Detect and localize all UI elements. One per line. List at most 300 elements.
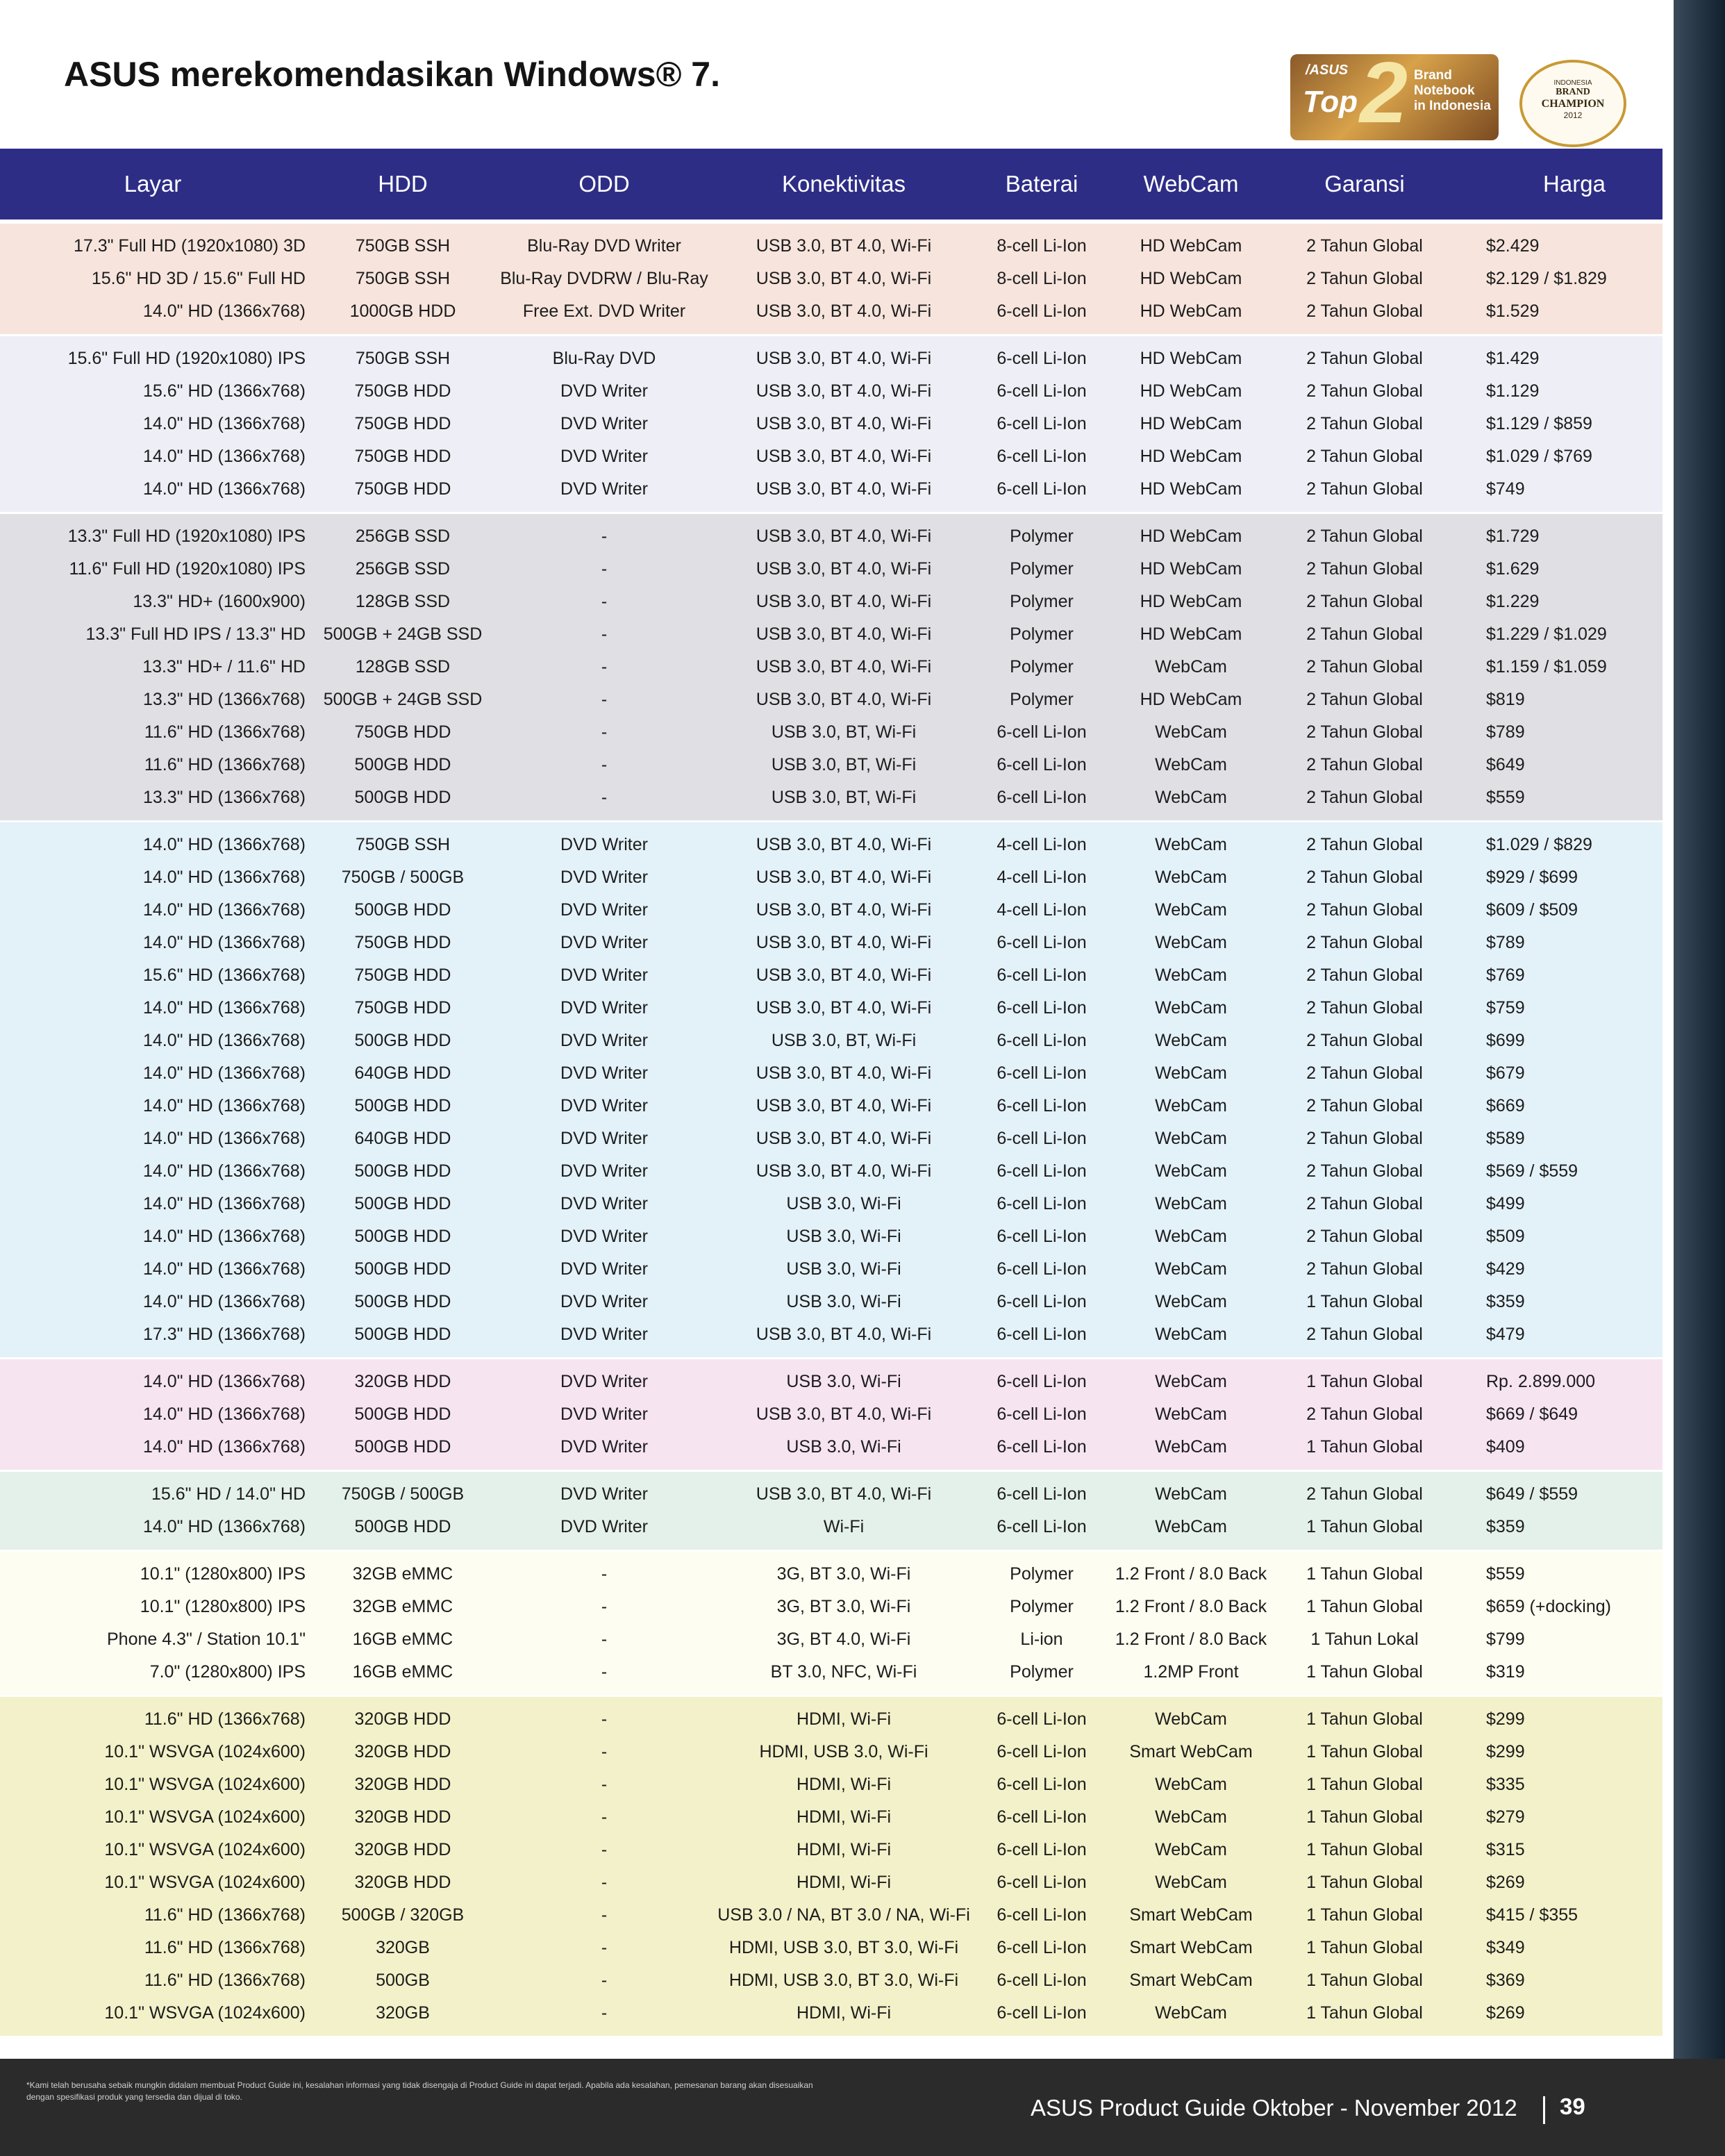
cell-konektivitas: USB 3.0, BT 4.0, Wi-Fi bbox=[756, 1404, 932, 1424]
cell-baterai: 6-cell Li-Ion bbox=[997, 1129, 1087, 1148]
table-row bbox=[0, 342, 1662, 375]
table-row bbox=[0, 1834, 1662, 1866]
cell-konektivitas: USB 3.0, BT 4.0, Wi-Fi bbox=[756, 479, 932, 499]
cell-layar: 11.6" HD (1366x768) bbox=[144, 722, 306, 742]
table-row bbox=[0, 1090, 1662, 1122]
cell-harga: $559 bbox=[1486, 1564, 1525, 1584]
badge-two-numeral: 2 bbox=[1360, 45, 1408, 141]
cell-harga: $699 bbox=[1486, 1031, 1525, 1050]
table-row bbox=[0, 263, 1662, 295]
cell-hdd: 320GB HDD bbox=[354, 1807, 451, 1827]
cell-hdd: 128GB SSD bbox=[355, 592, 451, 611]
cell-harga: $1.729 bbox=[1486, 526, 1540, 546]
table-row bbox=[0, 749, 1662, 781]
cell-konektivitas: USB 3.0, Wi-Fi bbox=[786, 1259, 901, 1279]
cell-konektivitas: HDMI, Wi-Fi bbox=[796, 1840, 892, 1859]
cell-konektivitas: USB 3.0, BT 4.0, Wi-Fi bbox=[756, 1325, 932, 1344]
cell-baterai: 6-cell Li-Ion bbox=[997, 722, 1087, 742]
cell-layar: 14.0" HD (1366x768) bbox=[142, 1259, 306, 1279]
column-header-layar: Layar bbox=[124, 171, 182, 197]
cell-garansi: 1 Tahun Global bbox=[1306, 1971, 1423, 1990]
cell-harga: $759 bbox=[1486, 998, 1525, 1018]
table-row bbox=[0, 1964, 1662, 1997]
cell-layar: 17.3" Full HD (1920x1080) 3D bbox=[73, 236, 306, 256]
footer-separator bbox=[1543, 2096, 1545, 2124]
cell-odd: - bbox=[601, 559, 608, 579]
product-group bbox=[0, 822, 1662, 1357]
cell-harga: $669 bbox=[1486, 1096, 1525, 1116]
cell-hdd: 500GB HDD bbox=[354, 1292, 451, 1311]
cell-garansi: 2 Tahun Global bbox=[1306, 1227, 1423, 1246]
cell-garansi: 1 Tahun Global bbox=[1306, 1372, 1423, 1391]
table-row bbox=[0, 1866, 1662, 1899]
cell-konektivitas: USB 3.0, BT 4.0, Wi-Fi bbox=[756, 381, 932, 401]
cell-baterai: Polymer bbox=[1010, 559, 1074, 579]
cell-webcam: WebCam bbox=[1155, 1372, 1227, 1391]
cell-odd: - bbox=[601, 1905, 608, 1925]
cell-harga: $649 bbox=[1486, 755, 1525, 774]
product-group bbox=[0, 1552, 1662, 1695]
cell-garansi: 2 Tahun Global bbox=[1306, 269, 1423, 288]
page-number: 39 bbox=[1560, 2093, 1585, 2119]
cell-garansi: 2 Tahun Global bbox=[1306, 998, 1423, 1018]
cell-layar: 14.0" HD (1366x768) bbox=[142, 835, 306, 854]
cell-garansi: 2 Tahun Global bbox=[1306, 965, 1423, 985]
cell-layar: 10.1" WSVGA (1024x600) bbox=[104, 1775, 306, 1794]
table-row bbox=[0, 1431, 1662, 1463]
cell-garansi: 2 Tahun Global bbox=[1306, 559, 1423, 579]
cell-layar: 14.0" HD (1366x768) bbox=[142, 868, 306, 887]
cell-baterai: 6-cell Li-Ion bbox=[997, 1775, 1087, 1794]
cell-garansi: 2 Tahun Global bbox=[1306, 722, 1423, 742]
column-header-harga: Harga bbox=[1543, 171, 1606, 197]
cell-hdd: 750GB HDD bbox=[354, 381, 451, 401]
cell-webcam: WebCam bbox=[1155, 933, 1227, 952]
cell-harga: $1.159 / $1.059 bbox=[1486, 657, 1607, 677]
cell-layar: 10.1" (1280x800) IPS bbox=[140, 1564, 306, 1584]
cell-harga: $589 bbox=[1486, 1129, 1525, 1148]
cell-odd: - bbox=[601, 1971, 608, 1990]
cell-baterai: Polymer bbox=[1010, 657, 1074, 677]
table-row bbox=[0, 716, 1662, 749]
cell-odd: DVD Writer bbox=[560, 1161, 648, 1181]
cell-garansi: 2 Tahun Global bbox=[1306, 868, 1423, 887]
table-row bbox=[0, 553, 1662, 586]
cell-konektivitas: HDMI, Wi-Fi bbox=[796, 1709, 892, 1729]
cell-harga: $609 / $509 bbox=[1486, 900, 1578, 920]
cell-layar: 15.6" HD 3D / 15.6" Full HD bbox=[91, 269, 306, 288]
cell-baterai: 6-cell Li-Ion bbox=[997, 1938, 1087, 1957]
cell-baterai: 4-cell Li-Ion bbox=[997, 900, 1087, 920]
cell-konektivitas: USB 3.0, BT 4.0, Wi-Fi bbox=[756, 998, 932, 1018]
cell-layar: 11.6" HD (1366x768) bbox=[144, 1709, 306, 1729]
cell-hdd: 500GB HDD bbox=[354, 1259, 451, 1279]
cell-baterai: 6-cell Li-Ion bbox=[997, 479, 1087, 499]
price-table bbox=[0, 149, 1674, 2059]
cell-hdd: 500GB HDD bbox=[354, 1325, 451, 1344]
table-row bbox=[0, 1220, 1662, 1253]
cell-baterai: 6-cell Li-Ion bbox=[997, 414, 1087, 433]
table-row bbox=[0, 1398, 1662, 1431]
cell-baterai: 6-cell Li-Ion bbox=[997, 755, 1087, 774]
cell-webcam: WebCam bbox=[1155, 1840, 1227, 1859]
table-row bbox=[0, 1253, 1662, 1286]
table-row bbox=[0, 295, 1662, 328]
cell-odd: - bbox=[601, 1630, 608, 1649]
cell-baterai: 6-cell Li-Ion bbox=[997, 1259, 1087, 1279]
cell-webcam: HD WebCam bbox=[1140, 624, 1242, 644]
page-edge-shadow bbox=[1674, 0, 1725, 2156]
cell-webcam: WebCam bbox=[1155, 1129, 1227, 1148]
cell-baterai: Polymer bbox=[1010, 526, 1074, 546]
cell-webcam: WebCam bbox=[1155, 1325, 1227, 1344]
cell-layar: 13.3" Full HD IPS / 13.3" HD bbox=[85, 624, 306, 644]
cell-webcam: WebCam bbox=[1155, 755, 1227, 774]
cell-hdd: 32GB eMMC bbox=[352, 1564, 453, 1584]
cell-layar: 14.0" HD (1366x768) bbox=[142, 1063, 306, 1083]
badge-text-line1: Brand bbox=[1414, 68, 1452, 83]
cell-konektivitas: USB 3.0, BT 4.0, Wi-Fi bbox=[756, 933, 932, 952]
cell-odd: - bbox=[601, 1742, 608, 1761]
cell-webcam: WebCam bbox=[1155, 835, 1227, 854]
cell-webcam: 1.2 Front / 8.0 Back bbox=[1115, 1597, 1267, 1616]
table-row bbox=[0, 1558, 1662, 1591]
cell-konektivitas: USB 3.0, BT 4.0, Wi-Fi bbox=[756, 1063, 932, 1083]
cell-garansi: 2 Tahun Global bbox=[1306, 1404, 1423, 1424]
cell-odd: DVD Writer bbox=[560, 1484, 648, 1504]
seal-line3: CHAMPION bbox=[1541, 98, 1605, 110]
cell-garansi: 1 Tahun Global bbox=[1306, 1292, 1423, 1311]
cell-baterai: 6-cell Li-Ion bbox=[997, 447, 1087, 466]
cell-baterai: 6-cell Li-Ion bbox=[997, 1404, 1087, 1424]
cell-harga: $819 bbox=[1486, 690, 1525, 709]
cell-konektivitas: USB 3.0, BT 4.0, Wi-Fi bbox=[756, 414, 932, 433]
cell-konektivitas: BT 3.0, NFC, Wi-Fi bbox=[770, 1662, 917, 1682]
page-footer bbox=[0, 2059, 1725, 2156]
cell-garansi: 1 Tahun Global bbox=[1306, 1840, 1423, 1859]
cell-hdd: 640GB HDD bbox=[354, 1129, 451, 1148]
cell-konektivitas: USB 3.0, BT 4.0, Wi-Fi bbox=[756, 900, 932, 920]
product-group bbox=[0, 514, 1662, 820]
cell-garansi: 2 Tahun Global bbox=[1306, 788, 1423, 807]
cell-garansi: 2 Tahun Global bbox=[1306, 526, 1423, 546]
brand-champion-seal bbox=[1519, 60, 1626, 147]
cell-hdd: 320GB HDD bbox=[354, 1709, 451, 1729]
cell-hdd: 750GB SSH bbox=[355, 835, 451, 854]
cell-baterai: Polymer bbox=[1010, 1564, 1074, 1584]
table-row bbox=[0, 618, 1662, 651]
cell-odd: - bbox=[601, 1662, 608, 1682]
cell-layar: 13.3" HD (1366x768) bbox=[142, 788, 306, 807]
cell-odd: - bbox=[601, 2003, 608, 2023]
cell-hdd: 750GB HDD bbox=[354, 722, 451, 742]
cell-harga: $679 bbox=[1486, 1063, 1525, 1083]
cell-garansi: 2 Tahun Global bbox=[1306, 414, 1423, 433]
table-row bbox=[0, 230, 1662, 263]
cell-garansi: 2 Tahun Global bbox=[1306, 479, 1423, 499]
cell-baterai: 6-cell Li-Ion bbox=[997, 1227, 1087, 1246]
cell-webcam: HD WebCam bbox=[1140, 301, 1242, 321]
cell-hdd: 750GB HDD bbox=[354, 933, 451, 952]
cell-layar: 14.0" HD (1366x768) bbox=[142, 1437, 306, 1457]
cell-harga: $789 bbox=[1486, 933, 1525, 952]
cell-odd: DVD Writer bbox=[560, 479, 648, 499]
table-row bbox=[0, 1025, 1662, 1057]
cell-harga: $1.529 bbox=[1486, 301, 1540, 321]
cell-hdd: 640GB HDD bbox=[354, 1063, 451, 1083]
cell-hdd: 320GB HDD bbox=[354, 1775, 451, 1794]
cell-konektivitas: HDMI, USB 3.0, BT 3.0, Wi-Fi bbox=[728, 1938, 959, 1957]
cell-konektivitas: Wi-Fi bbox=[823, 1517, 865, 1536]
cell-hdd: 500GB + 24GB SSD bbox=[323, 624, 483, 644]
cell-baterai: 6-cell Li-Ion bbox=[997, 1325, 1087, 1344]
cell-konektivitas: USB 3.0, BT, Wi-Fi bbox=[771, 788, 917, 807]
cell-garansi: 2 Tahun Global bbox=[1306, 755, 1423, 774]
cell-konektivitas: USB 3.0, BT 4.0, Wi-Fi bbox=[756, 447, 932, 466]
cell-odd: DVD Writer bbox=[560, 965, 648, 985]
cell-hdd: 500GB HDD bbox=[354, 1404, 451, 1424]
cell-odd: Blu-Ray DVDRW / Blu-Ray bbox=[500, 269, 708, 288]
cell-webcam: HD WebCam bbox=[1140, 559, 1242, 579]
cell-konektivitas: HDMI, USB 3.0, Wi-Fi bbox=[759, 1742, 928, 1761]
cell-harga: $479 bbox=[1486, 1325, 1525, 1344]
cell-hdd: 32GB eMMC bbox=[352, 1597, 453, 1616]
cell-layar: 11.6" HD (1366x768) bbox=[144, 1971, 306, 1990]
table-row bbox=[0, 1122, 1662, 1155]
cell-harga: $1.229 / $1.029 bbox=[1486, 624, 1607, 644]
table-row bbox=[0, 894, 1662, 927]
cell-layar: 14.0" HD (1366x768) bbox=[142, 900, 306, 920]
cell-layar: 11.6" Full HD (1920x1080) IPS bbox=[69, 559, 306, 579]
cell-harga: $1.429 bbox=[1486, 349, 1540, 368]
table-row bbox=[0, 927, 1662, 959]
cell-hdd: 750GB SSH bbox=[355, 269, 451, 288]
cell-garansi: 2 Tahun Global bbox=[1306, 1484, 1423, 1504]
cell-odd: DVD Writer bbox=[560, 1517, 648, 1536]
cell-harga: $1.029 / $829 bbox=[1486, 835, 1592, 854]
cell-garansi: 2 Tahun Global bbox=[1306, 1161, 1423, 1181]
cell-hdd: 750GB HDD bbox=[354, 965, 451, 985]
cell-webcam: WebCam bbox=[1155, 1484, 1227, 1504]
cell-garansi: 2 Tahun Global bbox=[1306, 349, 1423, 368]
product-group bbox=[0, 1359, 1662, 1470]
cell-hdd: 16GB eMMC bbox=[352, 1630, 453, 1649]
cell-hdd: 500GB HDD bbox=[354, 1517, 451, 1536]
cell-baterai: 6-cell Li-Ion bbox=[997, 381, 1087, 401]
badge-text-line2: Notebook bbox=[1414, 83, 1475, 98]
cell-odd: - bbox=[601, 1840, 608, 1859]
cell-konektivitas: HDMI, Wi-Fi bbox=[796, 2003, 892, 2023]
cell-layar: 13.3" Full HD (1920x1080) IPS bbox=[67, 526, 306, 546]
table-row bbox=[0, 375, 1662, 408]
table-row bbox=[0, 781, 1662, 814]
cell-webcam: Smart WebCam bbox=[1129, 1938, 1253, 1957]
product-group bbox=[0, 1697, 1662, 2036]
cell-garansi: 1 Tahun Global bbox=[1306, 1742, 1423, 1761]
cell-garansi: 1 Tahun Global bbox=[1306, 1709, 1423, 1729]
cell-layar: 15.6" HD (1366x768) bbox=[142, 381, 306, 401]
cell-webcam: Smart WebCam bbox=[1129, 1905, 1253, 1925]
badge-text-line3: in Indonesia bbox=[1414, 99, 1491, 113]
cell-odd: - bbox=[601, 1709, 608, 1729]
cell-layar: 14.0" HD (1366x768) bbox=[142, 1096, 306, 1116]
cell-konektivitas: USB 3.0, Wi-Fi bbox=[786, 1372, 901, 1391]
table-row bbox=[0, 408, 1662, 440]
cell-garansi: 2 Tahun Global bbox=[1306, 933, 1423, 952]
cell-baterai: 6-cell Li-Ion bbox=[997, 965, 1087, 985]
cell-garansi: 1 Tahun Global bbox=[1306, 2003, 1423, 2023]
cell-garansi: 2 Tahun Global bbox=[1306, 690, 1423, 709]
cell-hdd: 320GB HDD bbox=[354, 1873, 451, 1892]
cell-webcam: 1.2 Front / 8.0 Back bbox=[1115, 1630, 1267, 1649]
cell-layar: 7.0" (1280x800) IPS bbox=[149, 1662, 306, 1682]
cell-hdd: 500GB HDD bbox=[354, 1031, 451, 1050]
cell-garansi: 1 Tahun Global bbox=[1306, 1807, 1423, 1827]
cell-odd: Free Ext. DVD Writer bbox=[522, 301, 686, 321]
cell-baterai: 6-cell Li-Ion bbox=[997, 1372, 1087, 1391]
cell-odd: - bbox=[601, 690, 608, 709]
cell-hdd: 500GB HDD bbox=[354, 1194, 451, 1213]
cell-konektivitas: USB 3.0, BT, Wi-Fi bbox=[771, 722, 917, 742]
column-header-konektivitas: Konektivitas bbox=[782, 171, 906, 197]
cell-harga: $299 bbox=[1486, 1742, 1525, 1761]
cell-harga: $2.129 / $1.829 bbox=[1486, 269, 1607, 288]
column-header-baterai: Baterai bbox=[1005, 171, 1078, 197]
cell-baterai: 6-cell Li-Ion bbox=[997, 1063, 1087, 1083]
cell-odd: DVD Writer bbox=[560, 1129, 648, 1148]
cell-garansi: 2 Tahun Global bbox=[1306, 900, 1423, 920]
cell-garansi: 2 Tahun Global bbox=[1306, 236, 1423, 256]
cell-odd: - bbox=[601, 592, 608, 611]
cell-layar: 13.3" HD+ / 11.6" HD bbox=[142, 657, 306, 677]
table-row bbox=[0, 520, 1662, 553]
cell-odd: - bbox=[601, 1597, 608, 1616]
cell-layar: 14.0" HD (1366x768) bbox=[142, 1372, 306, 1391]
cell-hdd: 320GB HDD bbox=[354, 1742, 451, 1761]
cell-harga: $769 bbox=[1486, 965, 1525, 985]
table-row bbox=[0, 829, 1662, 861]
cell-odd: - bbox=[601, 526, 608, 546]
cell-layar: 13.3" HD (1366x768) bbox=[142, 690, 306, 709]
cell-konektivitas: HDMI, Wi-Fi bbox=[796, 1873, 892, 1892]
cell-hdd: 500GB + 24GB SSD bbox=[323, 690, 483, 709]
cell-webcam: WebCam bbox=[1155, 1194, 1227, 1213]
cell-garansi: 2 Tahun Global bbox=[1306, 657, 1423, 677]
cell-webcam: WebCam bbox=[1155, 1775, 1227, 1794]
cell-layar: 10.1" (1280x800) IPS bbox=[140, 1597, 306, 1616]
cell-harga: $315 bbox=[1486, 1840, 1525, 1859]
cell-harga: $359 bbox=[1486, 1517, 1525, 1536]
cell-webcam: WebCam bbox=[1155, 1404, 1227, 1424]
cell-baterai: 6-cell Li-Ion bbox=[997, 1905, 1087, 1925]
cell-odd: - bbox=[601, 1564, 608, 1584]
cell-layar: 14.0" HD (1366x768) bbox=[142, 301, 306, 321]
cell-webcam: HD WebCam bbox=[1140, 236, 1242, 256]
cell-odd: DVD Writer bbox=[560, 835, 648, 854]
table-row bbox=[0, 1899, 1662, 1932]
cell-layar: 14.0" HD (1366x768) bbox=[142, 1161, 306, 1181]
cell-baterai: 6-cell Li-Ion bbox=[997, 1194, 1087, 1213]
cell-webcam: WebCam bbox=[1155, 722, 1227, 742]
cell-hdd: 500GB HDD bbox=[354, 1437, 451, 1457]
product-group bbox=[0, 224, 1662, 334]
cell-odd: Blu-Ray DVD bbox=[552, 349, 656, 368]
cell-webcam: WebCam bbox=[1155, 998, 1227, 1018]
cell-hdd: 500GB / 320GB bbox=[341, 1905, 465, 1925]
cell-hdd: 320GB bbox=[376, 1938, 430, 1957]
cell-layar: 11.6" HD (1366x768) bbox=[144, 755, 306, 774]
cell-hdd: 750GB HDD bbox=[354, 447, 451, 466]
cell-webcam: HD WebCam bbox=[1140, 526, 1242, 546]
cell-layar: 14.0" HD (1366x768) bbox=[142, 998, 306, 1018]
cell-konektivitas: USB 3.0, BT 4.0, Wi-Fi bbox=[756, 1129, 932, 1148]
cell-layar: 10.1" WSVGA (1024x600) bbox=[104, 1840, 306, 1859]
cell-harga: $1.129 bbox=[1486, 381, 1540, 401]
cell-garansi: 2 Tahun Global bbox=[1306, 592, 1423, 611]
cell-odd: DVD Writer bbox=[560, 1259, 648, 1279]
seal-line4: 2012 bbox=[1563, 110, 1583, 120]
cell-webcam: WebCam bbox=[1155, 868, 1227, 887]
cell-baterai: 8-cell Li-Ion bbox=[997, 236, 1087, 256]
table-row bbox=[0, 440, 1662, 473]
cell-baterai: 6-cell Li-Ion bbox=[997, 1971, 1087, 1990]
table-row bbox=[0, 1997, 1662, 2030]
cell-webcam: HD WebCam bbox=[1140, 592, 1242, 611]
cell-harga: $269 bbox=[1486, 1873, 1525, 1892]
cell-odd: - bbox=[601, 722, 608, 742]
table-row bbox=[0, 586, 1662, 618]
cell-odd: - bbox=[601, 755, 608, 774]
cell-harga: $2.429 bbox=[1486, 236, 1540, 256]
cell-baterai: 6-cell Li-Ion bbox=[997, 788, 1087, 807]
cell-garansi: 1 Tahun Global bbox=[1306, 1517, 1423, 1536]
cell-konektivitas: USB 3.0 / NA, BT 3.0 / NA, Wi-Fi bbox=[717, 1905, 970, 1925]
cell-baterai: Polymer bbox=[1010, 1662, 1074, 1682]
cell-harga: $1.129 / $859 bbox=[1486, 414, 1592, 433]
cell-konektivitas: USB 3.0, BT, Wi-Fi bbox=[771, 755, 917, 774]
cell-webcam: WebCam bbox=[1155, 1031, 1227, 1050]
cell-odd: DVD Writer bbox=[560, 868, 648, 887]
cell-webcam: Smart WebCam bbox=[1129, 1742, 1253, 1761]
table-row bbox=[0, 683, 1662, 716]
cell-odd: - bbox=[601, 624, 608, 644]
cell-layar: 14.0" HD (1366x768) bbox=[142, 414, 306, 433]
cell-konektivitas: USB 3.0, BT 4.0, Wi-Fi bbox=[756, 835, 932, 854]
cell-webcam: WebCam bbox=[1155, 965, 1227, 985]
table-row bbox=[0, 473, 1662, 506]
cell-hdd: 320GB HDD bbox=[354, 1372, 451, 1391]
cell-odd: - bbox=[601, 1775, 608, 1794]
cell-odd: DVD Writer bbox=[560, 447, 648, 466]
cell-webcam: WebCam bbox=[1155, 1259, 1227, 1279]
cell-hdd: 16GB eMMC bbox=[352, 1662, 453, 1682]
table-row bbox=[0, 1623, 1662, 1656]
cell-odd: - bbox=[601, 1807, 608, 1827]
cell-hdd: 500GB HDD bbox=[354, 1096, 451, 1116]
cell-webcam: WebCam bbox=[1155, 1096, 1227, 1116]
cell-odd: Blu-Ray DVD Writer bbox=[527, 236, 681, 256]
cell-odd: - bbox=[601, 1938, 608, 1957]
table-row bbox=[0, 1478, 1662, 1511]
cell-odd: DVD Writer bbox=[560, 1372, 648, 1391]
cell-harga: $409 bbox=[1486, 1437, 1525, 1457]
cell-odd: DVD Writer bbox=[560, 1063, 648, 1083]
cell-garansi: 2 Tahun Global bbox=[1306, 301, 1423, 321]
table-row bbox=[0, 1932, 1662, 1964]
cell-odd: - bbox=[601, 1873, 608, 1892]
cell-hdd: 750GB SSH bbox=[355, 236, 451, 256]
cell-baterai: 6-cell Li-Ion bbox=[997, 1709, 1087, 1729]
